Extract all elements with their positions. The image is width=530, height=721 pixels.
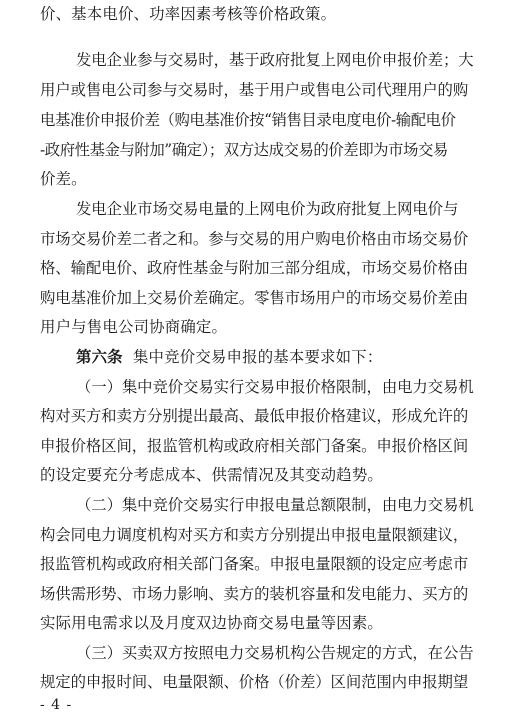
text-line: 购电基准价加上交易价差确定。零售市场用户的市场交易价差由: [40, 289, 469, 307]
text-line: -政府性基金与附加”确定）；双方达成交易的价差即为市场交易: [40, 141, 448, 159]
article-heading-line: [76, 347, 382, 367]
text-line: 用户或售电公司参与交易时，基于用户或售电公司代理用户的购: [40, 81, 469, 99]
text-line: 报监管机构或政府相关部门备案。申报电量限额的设定应考虑市: [40, 555, 469, 573]
text-line: 实际用电需求以及月度双边协商交易电量等因素。: [40, 614, 383, 632]
text-line: 格、输配电价、政府性基金与附加三部分组成，市场交易价格由: [40, 259, 469, 277]
article-label: 第六条: [76, 348, 123, 366]
text-line: 价差。: [40, 170, 87, 188]
text-line: 构会同电力调度机构对买方和卖方分别提出申报电量限额建议，: [40, 526, 469, 544]
text-line: 场供需形势、市场力影响、卖方的装机容量和发电能力、买方的: [40, 585, 469, 603]
text-line: 构对买方和卖方分别提出最高、最低申报价格建议，形成允许的: [40, 407, 469, 425]
text-line: （三）买卖双方按照电力交易机构公告规定的方式，在公告: [76, 644, 474, 662]
text-line: 市场交易价差二者之和。参与交易的用户购电价格由市场交易价: [40, 230, 469, 248]
text-line: 发电企业参与交易时，基于政府批复上网电价申报价差；大: [76, 51, 474, 69]
text-line: 用户与售电公司协商确定。: [40, 318, 228, 336]
text-line: （二）集中竞价交易实行申报电量总额限制，由电力交易机: [76, 496, 474, 514]
text-line: 申报价格区间，报监管机构或政府相关部门备案。申报价格区间: [40, 437, 469, 455]
article-heading-text: 集中竞价交易申报的基本要求如下：: [132, 348, 383, 366]
text-line: 的设定要充分考虑成本、供需情况及其变动趋势。: [40, 466, 383, 484]
text-line: 规定的申报时间、电量限额、价格（价差）区间范围内申报期望: [40, 673, 469, 691]
text-line: 价、基本电价、功率因素考核等价格政策。: [40, 5, 337, 23]
text-line: 电基准价申报价差（购电基准价按“销售目录电度电价-输配电价: [40, 111, 456, 129]
page-number: - 4 -: [40, 697, 73, 713]
text-line: 发电企业市场交易电量的上网电价为政府批复上网电价与: [76, 200, 459, 218]
text-line: （一）集中竞价交易实行交易申报价格限制，由电力交易机: [76, 378, 474, 396]
